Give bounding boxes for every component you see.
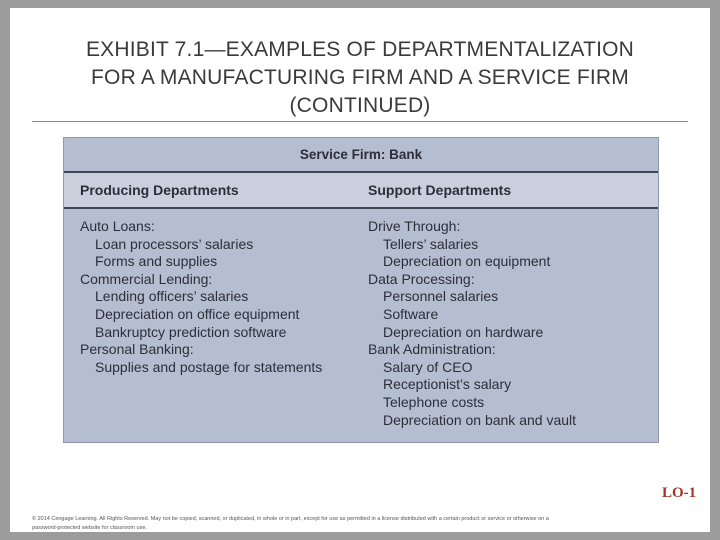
cost-item: Depreciation on bank and vault xyxy=(383,411,577,428)
slide xyxy=(10,8,710,532)
department-group: Bank Administration: xyxy=(368,341,496,358)
cost-item: Forms and supplies xyxy=(95,253,218,270)
producing-departments-header: Producing Departments xyxy=(80,182,239,198)
department-group: Auto Loans: xyxy=(80,218,155,234)
cost-item: Software xyxy=(383,305,439,322)
exhibit-table xyxy=(63,137,659,443)
cost-item: Personnel salaries xyxy=(383,288,499,305)
cost-item: Supplies and postage for statements xyxy=(95,358,323,375)
producing-departments-list xyxy=(80,218,360,376)
cost-item: Depreciation on hardware xyxy=(383,323,544,340)
title-line: (CONTINUED) xyxy=(289,94,431,117)
title-divider xyxy=(32,121,688,122)
cost-item: Receptionist’s salary xyxy=(383,376,512,393)
exhibit-heading: Service Firm: Bank xyxy=(64,138,658,173)
support-departments-header: Support Departments xyxy=(368,182,512,198)
cost-item: Salary of CEO xyxy=(383,358,473,375)
support-departments-list xyxy=(368,218,653,429)
copyright-line: password-protected website for classroom use. xyxy=(32,525,147,531)
cost-item: Depreciation on equipment xyxy=(383,253,551,270)
learning-objective-label: LO-1 xyxy=(662,485,697,501)
cost-item: Bankruptcy prediction software xyxy=(95,323,287,340)
copyright-notice xyxy=(32,515,692,533)
cost-item: Tellers’ salaries xyxy=(383,235,479,252)
column-headers xyxy=(64,173,658,209)
copyright-line: © 2014 Cengage Learning. All Rights Reserved. May not be copied, scanned, or duplicated, in whole or in part, except for use as permitted in a license distributed with a certain product or service or otherwise on a xyxy=(32,516,549,522)
cost-item: Telephone costs xyxy=(383,393,485,410)
slide-title xyxy=(30,36,690,120)
cost-item: Loan processors’ salaries xyxy=(95,235,254,252)
cost-item: Depreciation on office equipment xyxy=(95,305,300,322)
title-line: EXHIBIT 7.1—EXAMPLES OF DEPARTMENTALIZATION xyxy=(85,38,635,61)
department-group: Drive Through: xyxy=(368,218,461,234)
department-group: Personal Banking: xyxy=(80,341,194,358)
cost-item: Lending officers’ salaries xyxy=(95,288,249,305)
department-group: Commercial Lending: xyxy=(80,270,213,287)
title-line: FOR A MANUFACTURING FIRM AND A SERVICE FIRM xyxy=(91,66,629,89)
department-group: Data Processing: xyxy=(368,270,475,287)
